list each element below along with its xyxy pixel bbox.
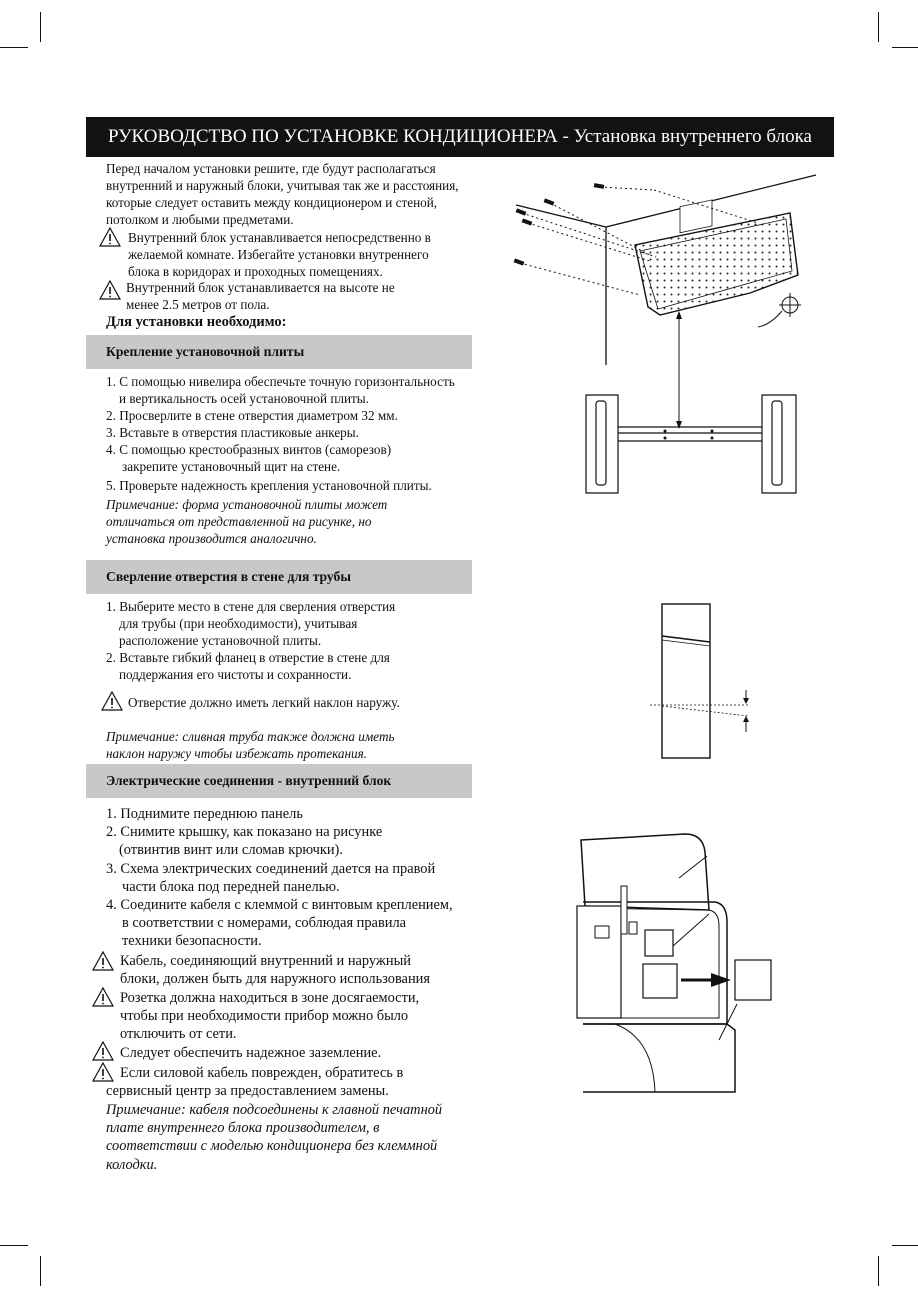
warning-line: сервисный центр за предоставлением замены. [106,1083,389,1100]
section-1-note [106,496,387,547]
warning-line: Следует обеспечить надежное заземление. [120,1045,382,1061]
warning-line: блока в коридорах и проходных помещениях. [128,264,383,279]
step-line: 1. Поднимите переднюю панель [106,806,303,822]
electrical-warning-4 [106,1064,403,1100]
note-line: колодки. [106,1156,158,1173]
warning-line: менее 2.5 метров от пола. [126,297,270,312]
warning-line: отключить от сети. [120,1026,237,1043]
note-line: Примечание: кабеля подсоединены к главной печатной [106,1102,443,1118]
warning-line: блоки, должен быть для наружного использования [120,971,430,988]
warning-icon [92,1041,114,1061]
section-2-warning: Отверстие должно иметь легкий наклон наружу. [128,695,400,710]
warning-icon [99,227,121,247]
electrical-warning-2 [120,989,419,1044]
step-line: 5. Проверьте надежность крепления установочной плиты. [106,478,432,493]
note-line: Примечание: сливная труба также должна иметь [106,729,395,744]
warning-icon [99,280,121,300]
step-line: 3. Схема электрических соединений дается на правой [106,860,436,877]
warning-text-1 [128,229,431,280]
intro-line: потолком и любыми предметами. [106,212,294,227]
mounting-plate-figure [500,165,830,495]
warning-icon [101,691,123,711]
note-line: Примечание: форма установочной плиты может [106,497,388,512]
section-2-steps [106,598,395,683]
note-line: соответствии с моделью кондиционера без клеммной [106,1138,438,1155]
section-2-note [106,728,394,762]
step-line: 2. Снимите крышку, как показано на рисунке [106,824,383,841]
step-line: расположение установочной плиты. [119,633,322,648]
step-line: 4. Соедините кабеля с клеммой с винтовым креплением, [106,897,453,914]
step-line: техники безопасности. [122,933,262,950]
section-3-note [106,1101,442,1174]
intro-line: внутренний и наружный блоки, учитывая так же и расстояния, [106,178,459,193]
warning-line: Кабель, соединяющий внутренний и наружный [120,953,411,969]
step-line: поддержания его чистоты и сохранности. [119,667,352,682]
section-header-mounting-plate: Крепление установочной плиты [86,335,472,369]
step-line: и вертикальность осей установочной плиты. [119,391,369,406]
page-title: РУКОВОДСТВО ПО УСТАНОВКЕ КОНДИЦИОНЕРА - Установка внутреннего блока [86,117,834,157]
section-header-electrical: Электрические соединения - внутренний блок [86,764,472,798]
note-line: плате внутреннего блока производителем, в [106,1120,380,1137]
warning-line: Розетка должна находиться в зоне досягаемости, [120,990,420,1006]
warning-icon [92,987,114,1007]
step-line: в соответствии с номерами, соблюдая правила [122,915,407,932]
warning-text-2 [126,279,395,313]
intro-text [106,160,459,228]
warning-line: Внутренний блок устанавливается на высоте не [126,280,395,295]
electrical-connection-figure [575,830,795,1100]
step-line: 3. Вставьте в отверстия пластиковые анкеры. [106,425,359,440]
step-line: 1. С помощью нивелира обеспечьте точную горизонтальность [106,374,455,389]
intro-line: Перед началом установки решите, где будут располагаться [106,161,436,176]
warning-line: Внутренний блок устанавливается непосредственно в [128,230,431,245]
note-line: установка производится аналогично. [106,531,317,546]
electrical-warning-3 [120,1044,381,1062]
step-line: (отвинтив винт или сломав крючки). [119,842,343,859]
electrical-warning-1 [120,952,430,988]
warning-line: Если силовой кабель поврежден, обратитесь в [120,1065,404,1081]
warning-line: чтобы при необходимости прибор можно было [120,1008,409,1025]
step-line: 4. С помощью крестообразных винтов (саморезов) [106,442,392,457]
required-heading: Для установки необходимо: [106,314,287,330]
warning-icon [92,951,114,971]
step-line: для трубы (при необходимости), учитывая [119,616,358,631]
step-line: 2. Вставьте гибкий фланец в отверстие в стене для [106,650,390,665]
section-3-steps [106,805,453,951]
step-line: части блока под передней панелью. [122,878,340,895]
step-line: 2. Просверлите в стене отверстия диаметром 32 мм. [106,408,398,423]
intro-line: которые следует оставить между кондиционером и стеной, [106,195,438,210]
section-header-pipe-hole: Сверление отверстия в стене для трубы [86,560,472,594]
step-line: закрепите установочный щит на стене. [122,459,341,474]
step-line: 1. Выберите место в стене для сверления отверстия [106,599,396,614]
note-line: наклон наружу чтобы избежать протекания. [106,746,368,761]
warning-line: желаемой комнате. Избегайте установки внутреннего [128,247,429,262]
wall-hole-figure [640,600,760,760]
section-1-steps [106,373,455,494]
note-line: отличаться от представленной на рисунке, но [106,514,372,529]
